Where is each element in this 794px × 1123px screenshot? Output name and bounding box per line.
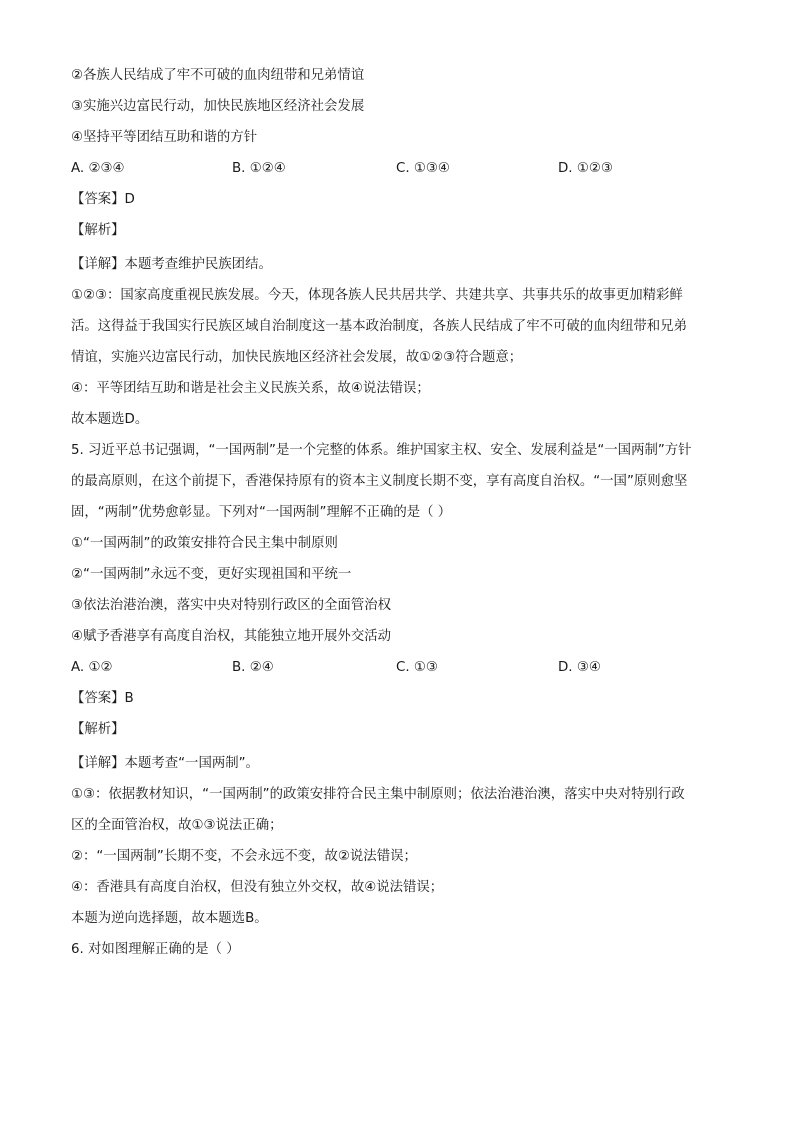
statement-3: ③实施兴边富民行动，加快民族地区经济社会发展 — [71, 99, 365, 114]
q4-answer: 【答案】D — [71, 192, 135, 207]
option-c: C. ①③④ — [396, 161, 450, 176]
q5-stem-line: 的最高原则，在这个前提下，香港保持原有的资本主义制度长期不变，享有高度自治权。“一国”原则愈坚 — [71, 474, 688, 489]
q5-explanation-line: ④：香港具有高度自治权，但没有独立外交权，故④说法错误； — [71, 880, 444, 895]
option-a: A. ②③④ — [71, 161, 125, 176]
statement-4: ④坚持平等团结互助和谐的方针 — [71, 130, 258, 145]
option-b: B. ②④ — [232, 660, 274, 675]
q4-explanation-line: 活。这得益于我国实行民族区域自治制度这一基本政治制度，各族人民结成了牢不可破的血肉纽带和兄弟 — [71, 319, 687, 334]
q5-analysis-label: 【解析】 — [71, 722, 125, 737]
option-b: B. ①②④ — [232, 161, 286, 176]
q5-stem-line: 5. 习近平总书记强调，“一国两制”是一个完整的体系。维护国家主权、安全、发展利益是“一国两制”方针 — [71, 443, 692, 458]
q5-statement-2: ②“一国两制”永远不变，更好实现祖国和平统一 — [71, 567, 352, 582]
q6-stem: 6. 对如图理解正确的是（ ） — [71, 942, 240, 957]
q5-explanation-line: ①③：依据教材知识，“一国两制”的政策安排符合民主集中制原则；依法治港治澳，落实中央对特别行政 — [71, 787, 685, 802]
q4-explanation-line: ①②③：国家高度重视民族发展。今天，体现各族人民共居共学、共建共享、共事共乐的故事更加精彩鲜 — [71, 288, 683, 303]
q4-detail: 【详解】本题考查维护民族团结。 — [71, 257, 272, 272]
q5-statement-4: ④赋予香港享有高度自治权，其能独立地开展外交活动 — [71, 629, 391, 644]
q5-answer: 【答案】B — [71, 691, 134, 706]
q5-conclusion: 本题为逆向选择题，故本题选B。 — [71, 911, 268, 926]
q4-conclusion: 故本题选D。 — [71, 412, 149, 427]
q4-explanation-line: ④：平等团结互助和谐是社会主义民族关系，故④说法错误； — [71, 381, 430, 396]
q4-explanation-line: 情谊，实施兴边富民行动，加快民族地区经济社会发展，故①②③符合题意； — [71, 350, 523, 365]
statement-2: ②各族人民结成了牢不可破的血肉纽带和兄弟情谊 — [71, 68, 365, 83]
q4-options — [71, 159, 731, 179]
option-a: A. ①② — [71, 660, 113, 675]
q5-options — [71, 658, 731, 678]
option-c: C. ①③ — [396, 660, 438, 675]
q5-explanation-line: ②：“一国两制”长期不变，不会永远不变，故②说法错误； — [71, 849, 417, 864]
option-d: D. ①②③ — [558, 161, 613, 176]
q5-stem-line: 固，“两制”优势愈彰显。下列对“一国两制”理解不正确的是（ ） — [71, 505, 452, 520]
q5-statement-3: ③依法治港治澳，落实中央对特别行政区的全面管治权 — [71, 598, 391, 613]
q5-explanation-line: 区的全面管治权，故①③说法正确； — [71, 818, 283, 833]
option-d: D. ③④ — [558, 660, 601, 675]
q5-detail: 【详解】本题考查“一国两制”。 — [71, 756, 259, 771]
q4-analysis-label: 【解析】 — [71, 223, 125, 238]
q5-statement-1: ①“一国两制”的政策安排符合民主集中制原则 — [71, 536, 338, 551]
